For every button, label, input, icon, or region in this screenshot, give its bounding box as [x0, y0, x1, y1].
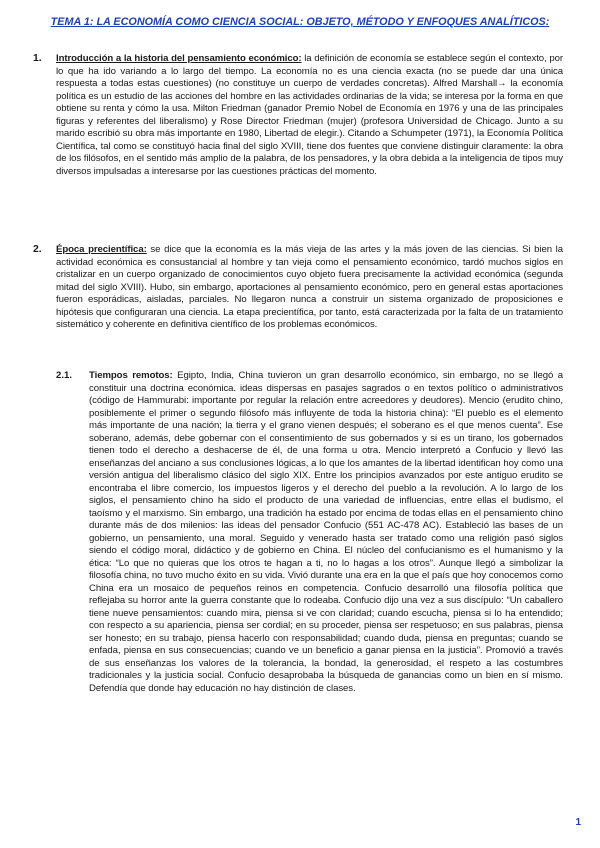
page-title: TEMA 1: LA ECONOMÍA COMO CIENCIA SOCIAL: OBJETO, MÉTODO Y ENFOQUES ANALÍTICOS:	[50, 16, 550, 28]
section-heading: Época precientífica:	[56, 244, 147, 255]
section-1	[33, 53, 563, 178]
section-paragraph	[56, 53, 563, 178]
section-heading: Introducción a la historia del pensamiento económico:	[56, 53, 302, 64]
section-2	[33, 244, 563, 332]
section-number: 1.	[33, 53, 42, 64]
subsection-body: Egipto, India, China tuvieron un gran desarrollo económico, sin embargo, no se llegó a constituir una doctrina económica. ideas dispersas en pasajes sagrados o en textos político o administrativos (código de Hammurabi: importante por regular la relación entre acreedores y deudores). Mencio (erudito chino, posiblemente el primer o segundo filósofo más influyente de toda la historia china): “El pueblo es el elemento más importante de una nación; la tierra y el grano vienen después; el soberano es el que menos cuenta”. Ese soberano, además, debe gobernar con el consentimiento de sus gobernados y si es un tirano, los gobernados tienen todo el derecho a deshacerse de él, de una forma u otra. Mencio interpretó a Confucio y llevó las enseñanzas del anciano a sus conclusiones lógicas, a lo que los amantes de la libertad identifican hoy como una versión antigua del liberalismo clásico del siglo XIX. Entre los principios avanzados por este antiguo erudito se encontraba el libre comercio, los impuestos ligeros y el derecho del pueblo a la revolución. A lo largo de los siglos, el pensamiento chino ha sido el producto de una variedad de influencias, entre ellas el budismo, el taoísmo y el marxismo. Sin embargo, una tradición ha estado por encima de todas ellas en el pensamiento chino durante más de dos milenios: las ideas del pensador Confucio (551 AC-478 AC). Estableció las bases de un gobierno, un pensamiento, una moral. Seguido y venerado hasta ser tratado como una religión pasó siglos siendo el código moral, didáctico y de gobierno en China. El núcleo del confucianismo es el humanismo y la ética: “Lo que no quieras que los otros te hagan a ti, no lo hagas a los otros”. Aunque llegó a simbolizar la filosofía china, no tuvo mucho éxito en su vida. Vivió durante una era en la que el país que hoy conocemos como China era un mosaico de pequeños reinos en competencia. Confucio desarrolló una filosofía política que reflejaba su horror ante la guerra constante que lo rodeaba. Confucio dijo una vez a sus discípulo: “Un caballero tiene nueve pensamientos: cuando mira, piensa si ve con claridad; cuando escucha, piensa si lo ha entendido; con respecto a su apariencia, piensa ser cordial; en su proceder, piensa ser respetuoso; en sus palabras, piensa ser honesto; en su trabajo, piensa hacerlo con responsabilidad; cuando duda, piensa en preguntas; cuando se enfada, piensa en sus consecuencias; cuando ve un beneficio a ganar piensa en la justicia”. Promovió a través de sus enseñanzas los valores de la tolerancia, la bondad, la generosidad, el respeto a las costumbres tradicionales y la justicia social. Confucio desaprobaba la búsqueda de ganancias como un bien en sí mismo. Defendía que donde hay educación no hay distinción de clases.	[89, 370, 563, 694]
subsection-heading: Tiempos remotos:	[89, 370, 173, 381]
subsection-number: 2.1.	[56, 370, 73, 381]
subsection-paragraph	[89, 370, 563, 695]
section-paragraph	[56, 244, 563, 332]
section-body: la definición de economía se establece según el contexto, por lo que ha ido variando a lo largo del tiempo. La economía no es una ciencia exacta (no se puede dar una única respuesta a todas estas cuestiones) (no constituye un cuerpo de verdades concretas). Alfred Marshall→ la economía política es un estudio de las acciones del hombre en las actividades ordinarias de la vida; se interesa por la forma en que obtiene su renta y cómo la usa. Milton Friedman (ganador Premio Nobel de Economía en 1976 y una de las principales figuras y referentes del liberalismo) y Rose Director Friedman (mujer) (profesora Universidad de Chicago. Junto a su marido escribió su obra más importante en 1980, Libertad de elegir.). Citando a Schumpeter (1971), la Economía Política Científica, tal como se constituyó hacia final del siglo XVIII, tiene dos fuentes que conviene distinguir claramente: la obra de los filósofos, en el sentido más amplio de la palabra, de los pensadores, y la obra debida a la inteligencia de tipos muy diversos impulsadas a interesarse por las cuestiones prácticas del momento.	[56, 53, 563, 177]
section-number: 2.	[33, 244, 42, 255]
subsection-2-1	[56, 370, 563, 695]
section-body: se dice que la economía es la más vieja de las artes y la más joven de las ciencias. Si bien la actividad económica es consustancial al hombre y tan vieja como el pensamiento económico, tardó muchos siglos en cristalizar en un cuerpo organizado de conocimientos cuyo objeto fuera precisamente la actividad económica (segunda mitad del siglo XVIII). Hubo, sin embargo, aportaciones al pensamiento económico, pero en general estas aportaciones fueron esporádicas, aisladas, parciales. No llegaron nunca a construir un sistema organizado de proposiciones e hipótesis que configuraran una ciencia. La etapa precientífica, por tanto, está caracterizada por la falta de un tratamiento sistemático y coherente en definitiva científico de los problemas económicos.	[56, 244, 563, 330]
page-number: 1	[575, 817, 581, 828]
